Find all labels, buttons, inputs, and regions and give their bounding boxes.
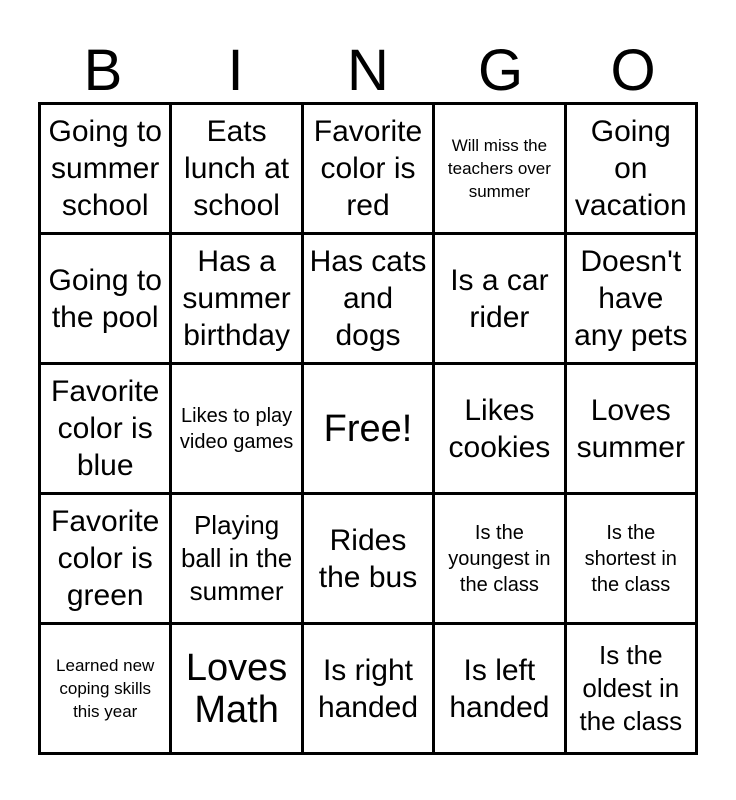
bingo-cell-text: Will miss the teachers over summer <box>447 136 551 201</box>
bingo-cell[interactable] <box>172 105 303 235</box>
bingo-cell-text: Is a car rider <box>450 263 549 334</box>
header-letter-b: B <box>83 38 123 103</box>
bingo-cell-text: Likes cookies <box>448 393 551 464</box>
bingo-cell[interactable] <box>567 105 698 235</box>
bingo-cell-text: Is the shortest in the class <box>584 521 677 596</box>
bingo-cell-text: Has cats and dogs <box>309 245 427 352</box>
bingo-cell-text: Likes to play video games <box>179 404 294 453</box>
bingo-cell[interactable] <box>435 105 566 235</box>
bingo-cell-text: Favorite color is blue <box>51 375 160 482</box>
bingo-header <box>38 0 698 102</box>
bingo-cell-text: Is the oldest in the class <box>579 640 683 736</box>
bingo-cell-text: Rides the bus <box>318 523 418 594</box>
bingo-cell[interactable] <box>41 105 172 235</box>
bingo-cell[interactable] <box>567 365 698 495</box>
bingo-cell-text: Loves Math <box>185 646 288 731</box>
bingo-cell[interactable] <box>304 625 435 755</box>
bingo-cell[interactable] <box>304 495 435 625</box>
bingo-cell-text: Favorite color is red <box>313 115 423 222</box>
bingo-cell-text: Loves summer <box>576 393 685 464</box>
header-letter-g: G <box>477 38 524 103</box>
bingo-cell[interactable] <box>41 495 172 625</box>
bingo-cell-text: Learned new coping skills this year <box>56 656 155 721</box>
bingo-cell-text: Is right handed <box>317 653 419 724</box>
bingo-cell[interactable] <box>172 365 303 495</box>
bingo-grid <box>38 102 698 755</box>
bingo-cell[interactable] <box>435 625 566 755</box>
bingo-cell-text: Is left handed <box>449 653 550 724</box>
bingo-cell-text: Free! <box>323 407 413 450</box>
bingo-cell-free[interactable] <box>304 365 435 495</box>
bingo-cell[interactable] <box>567 495 698 625</box>
bingo-cell-text: Favorite color is green <box>51 505 160 612</box>
header-letter-o: O <box>610 38 656 103</box>
bingo-cell[interactable] <box>567 625 698 755</box>
bingo-cell[interactable] <box>172 495 303 625</box>
bingo-cell[interactable] <box>172 625 303 755</box>
header-letter-n: N <box>347 38 389 103</box>
bingo-cell-text: Is the youngest in the class <box>448 521 551 596</box>
bingo-cell-text: Playing ball in the summer <box>180 510 293 606</box>
bingo-cell[interactable] <box>567 235 698 365</box>
header-letter-i: I <box>227 38 244 103</box>
bingo-cell[interactable] <box>304 105 435 235</box>
bingo-cell-text: Going to summer school <box>48 115 162 222</box>
bingo-cell[interactable] <box>304 235 435 365</box>
bingo-cell[interactable] <box>41 235 172 365</box>
bingo-cell-text: Has a summer birthday <box>182 245 291 352</box>
bingo-cell-text: Eats lunch at school <box>184 115 290 222</box>
bingo-cell-text: Going on vacation <box>574 115 687 222</box>
bingo-cell-text: Going to the pool <box>48 263 162 334</box>
bingo-cell[interactable] <box>435 365 566 495</box>
bingo-cell[interactable] <box>41 625 172 755</box>
bingo-cell[interactable] <box>172 235 303 365</box>
bingo-cell[interactable] <box>41 365 172 495</box>
bingo-cell[interactable] <box>435 495 566 625</box>
bingo-cell[interactable] <box>435 235 566 365</box>
bingo-cell-text: Doesn't have any pets <box>574 245 688 352</box>
